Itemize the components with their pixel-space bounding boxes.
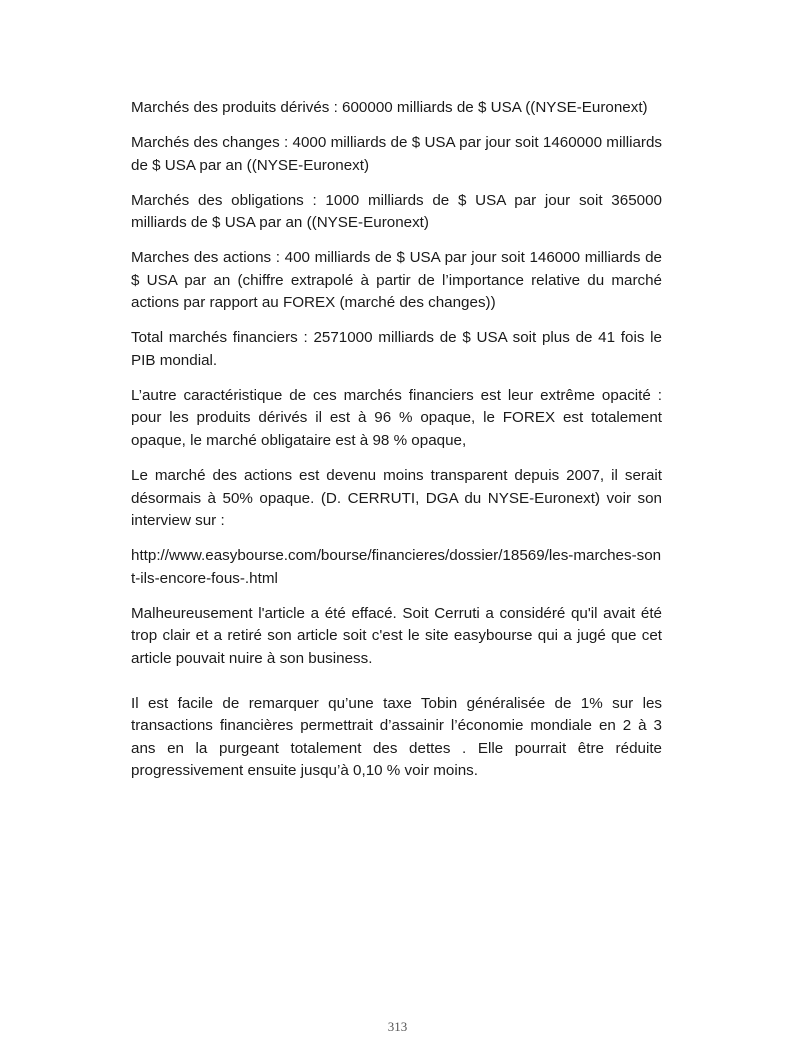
paragraph-derivatives: Marchés des produits dérivés : 600000 milliards de $ USA ((NYSE-Euronext) — [131, 99, 648, 116]
paragraph-forex: Marchés des changes : 4000 milliards de $ USA par jour soit 1460000 milliards de $ USA par an ((NYSE-Euronext) — [131, 133, 662, 174]
paragraph-tobin-tax: Il est facile de remarquer qu’une taxe Tobin généralisée de 1% sur les transactions financières permettrait d’assainir l’économie mondiale en 2 à 3 ans en la purgeant totalement des dettes . Elle pourrait être réduite progressivement ensuite jusqu’à 0,10 % voir moins. — [131, 694, 662, 780]
interview-link[interactable]: http://www.easybourse.com/bourse/financieres/dossier/18569/les-marches-sont-ils-encore-fous-.html — [131, 547, 662, 587]
paragraph-article-deleted: Malheureusement l'article a été effacé. Soit Cerruti a considéré qu'il avait été trop clair et a retiré son article soit c'est le site easybourse qui a jugé que cet article pouvait nuire à son business. — [131, 604, 662, 667]
paragraph-bonds: Marchés des obligations : 1000 milliards de $ USA par jour soit 365000 milliards de $ USA par an ((NYSE-Euronext) — [131, 191, 662, 232]
page-body — [131, 97, 662, 795]
page-number: 313 — [387, 1019, 408, 1034]
paragraph-total: Total marchés financiers : 2571000 milliards de $ USA soit plus de 41 fois le PIB mondial. — [131, 329, 662, 369]
paragraph-opacity: L’autre caractéristique de ces marchés financiers est leur extrême opacité : pour les produits dérivés il est à 96 % opaque, le FOREX est totalement opaque, le marché obligataire est à 98 % opaque, — [131, 386, 662, 450]
paragraph-stock-transparency: Le marché des actions est devenu moins transparent depuis 2007, il serait désormais à 50% opaque. (D. CERRUTI, DGA du NYSE-Euronext) voir son interview sur : — [131, 467, 662, 530]
paragraph-stocks: Marches des actions : 400 milliards de $ USA par jour soit 146000 milliards de $ USA par an (chiffre extrapolé à partir de l’importance relative du marché actions par rapport au FOREX (marché des changes)) — [131, 249, 662, 312]
